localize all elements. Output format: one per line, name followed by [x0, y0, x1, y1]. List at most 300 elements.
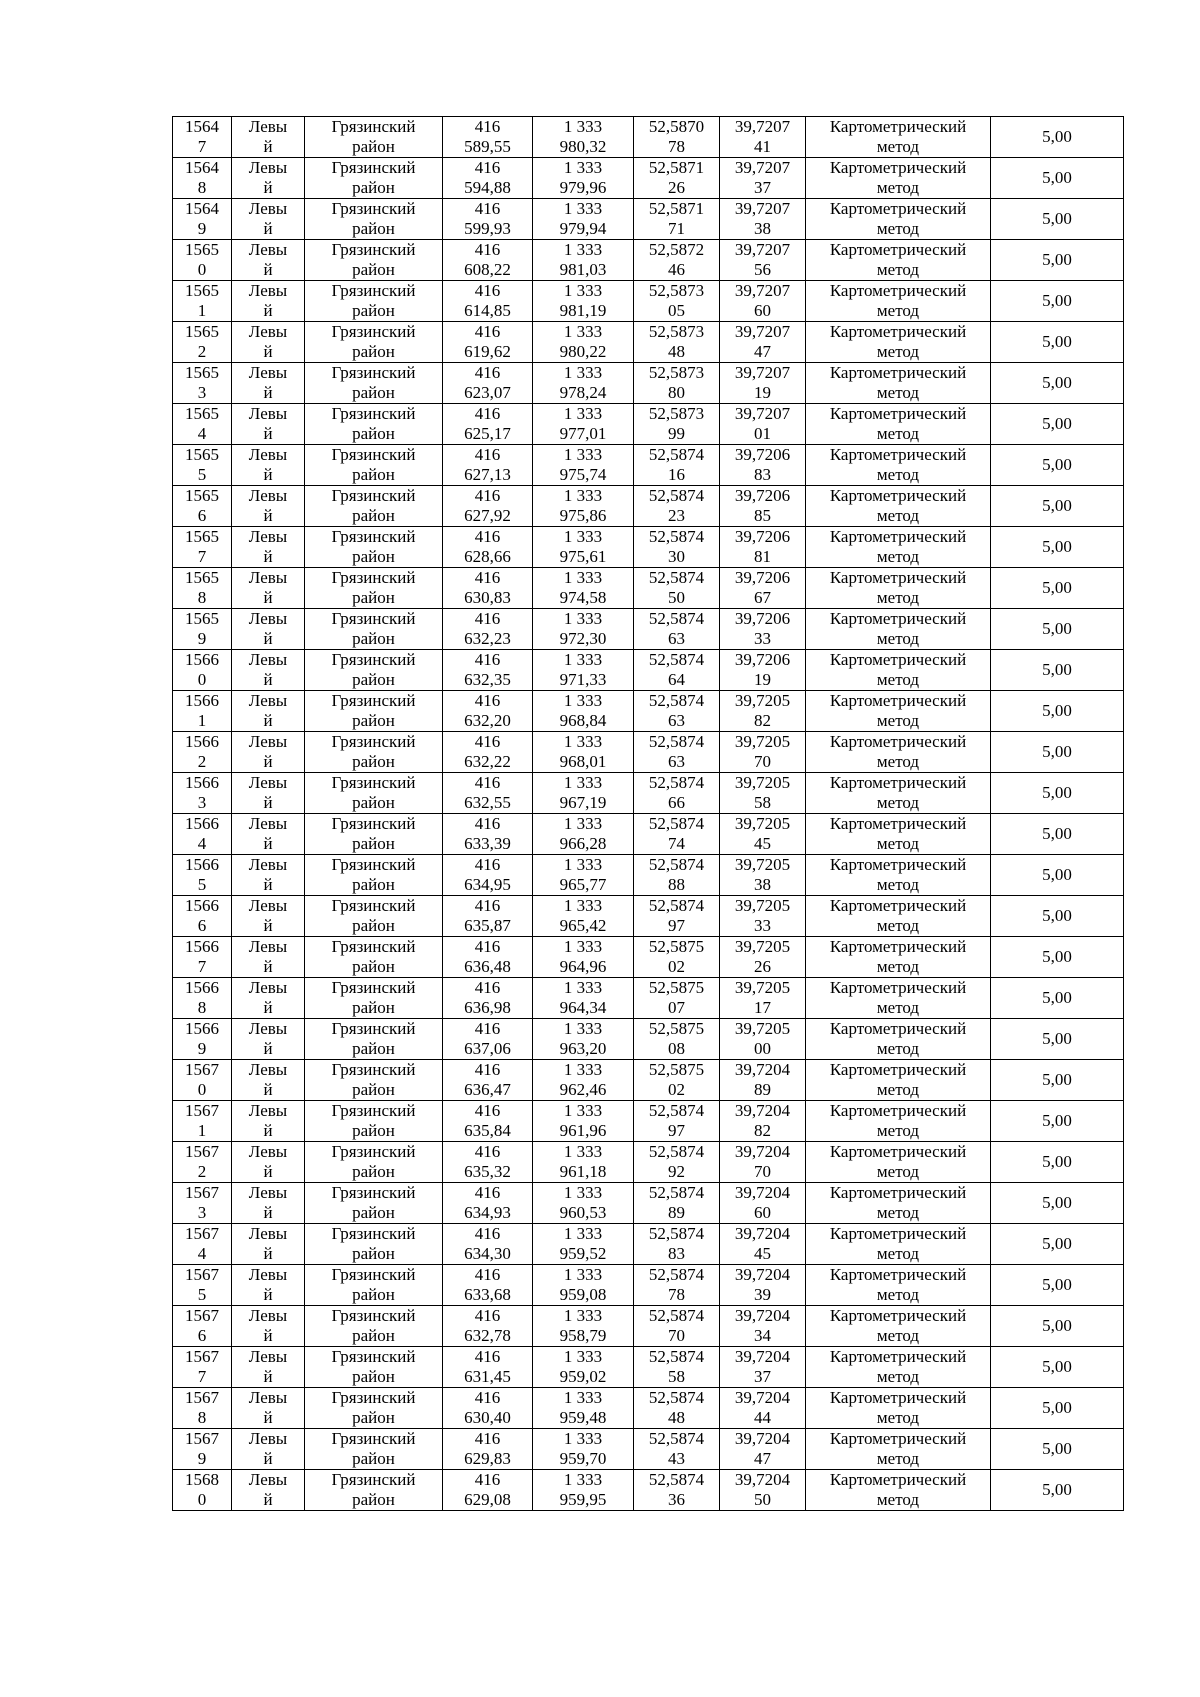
- x-coordinate-cell-line-2: 634,95: [464, 875, 511, 894]
- longitude-cell-line-2: 47: [754, 1449, 771, 1468]
- district-cell-line-2: район: [352, 1039, 395, 1058]
- longitude-cell: [720, 691, 806, 732]
- bank-side-cell-line-2: й: [263, 1326, 273, 1345]
- method-cell-line-1: Картометрический: [829, 1019, 967, 1038]
- x-coordinate-cell: [443, 240, 533, 281]
- point-number-cell: [173, 1429, 232, 1470]
- latitude-cell-line-2: 23: [668, 506, 685, 525]
- point-number-cell-line-1: 1567: [185, 1306, 219, 1325]
- x-coordinate-cell-line-2: 631,45: [464, 1367, 511, 1386]
- latitude-cell-line-1: 52,5874: [648, 1429, 705, 1448]
- district-cell: [305, 527, 443, 568]
- x-coordinate-cell-line-1: 416: [474, 404, 501, 423]
- bank-side-cell-line-2: й: [263, 1203, 273, 1222]
- bank-side-cell-line-2: й: [263, 998, 273, 1017]
- x-coordinate-cell-line-1: 416: [474, 1470, 501, 1489]
- method-cell: [806, 240, 991, 281]
- y-coordinate-cell-line-1: 1 333: [563, 855, 603, 874]
- point-number-cell-line-1: 1565: [185, 527, 219, 546]
- bank-side-cell-line-2: й: [263, 1162, 273, 1181]
- accuracy-cell: 5,00: [991, 896, 1124, 937]
- longitude-cell-line-1: 39,7204: [734, 1224, 791, 1243]
- method-cell-line-2: метод: [876, 1244, 920, 1263]
- district-cell: [305, 1388, 443, 1429]
- y-coordinate-cell-line-1: 1 333: [563, 1265, 603, 1284]
- accuracy-cell: 5,00: [991, 609, 1124, 650]
- point-number-cell-line-1: 1566: [185, 1019, 219, 1038]
- point-number-cell-line-2: 1: [197, 1121, 207, 1140]
- method-cell: [806, 568, 991, 609]
- district-cell: [305, 1470, 443, 1511]
- latitude-cell-line-2: 05: [668, 301, 685, 320]
- y-coordinate-cell-line-1: 1 333: [563, 158, 603, 177]
- point-number-cell: [173, 199, 232, 240]
- method-cell-line-1: Картометрический: [829, 1224, 967, 1243]
- method-cell-line-1: Картометрический: [829, 445, 967, 464]
- accuracy-cell: 5,00: [991, 1470, 1124, 1511]
- x-coordinate-cell: [443, 609, 533, 650]
- y-coordinate-cell: [533, 1265, 634, 1306]
- longitude-cell-line-2: 44: [754, 1408, 771, 1427]
- y-coordinate-cell-line-2: 962,46: [559, 1080, 607, 1099]
- y-coordinate-cell-line-1: 1 333: [563, 937, 603, 956]
- method-cell: [806, 1388, 991, 1429]
- point-number-cell-line-1: 1566: [185, 978, 219, 997]
- x-coordinate-cell-line-2: 630,83: [464, 588, 511, 607]
- district-cell: [305, 117, 443, 158]
- method-cell-line-1: Картометрический: [829, 855, 967, 874]
- method-cell-line-2: метод: [876, 834, 920, 853]
- latitude-cell: [634, 117, 720, 158]
- x-coordinate-cell-line-2: 635,32: [464, 1162, 511, 1181]
- point-number-cell: [173, 1470, 232, 1511]
- y-coordinate-cell-line-1: 1 333: [563, 1019, 603, 1038]
- bank-side-cell: [232, 199, 305, 240]
- method-cell-line-1: Картометрический: [829, 281, 967, 300]
- latitude-cell-line-1: 52,5874: [648, 691, 705, 710]
- x-coordinate-cell-line-2: 633,39: [464, 834, 511, 853]
- point-number-cell-line-1: 1567: [185, 1142, 219, 1161]
- y-coordinate-cell-line-1: 1 333: [563, 1470, 603, 1489]
- latitude-cell: [634, 855, 720, 896]
- accuracy-cell: 5,00: [991, 281, 1124, 322]
- x-coordinate-cell: [443, 1470, 533, 1511]
- longitude-cell-line-1: 39,7207: [734, 322, 791, 341]
- district-cell-line-2: район: [352, 260, 395, 279]
- latitude-cell: [634, 1265, 720, 1306]
- y-coordinate-cell-line-1: 1 333: [563, 814, 603, 833]
- district-cell: [305, 691, 443, 732]
- accuracy-cell: 5,00: [991, 1306, 1124, 1347]
- longitude-cell-line-2: 89: [754, 1080, 771, 1099]
- x-coordinate-cell: [443, 896, 533, 937]
- y-coordinate-cell: [533, 1183, 634, 1224]
- latitude-cell-line-1: 52,5875: [648, 1019, 705, 1038]
- longitude-cell: [720, 199, 806, 240]
- point-number-cell: [173, 445, 232, 486]
- district-cell: [305, 363, 443, 404]
- district-cell-line-2: район: [352, 1490, 395, 1509]
- x-coordinate-cell-line-1: 416: [474, 568, 501, 587]
- y-coordinate-cell: [533, 117, 634, 158]
- y-coordinate-cell-line-2: 967,19: [559, 793, 607, 812]
- point-number-cell-line-2: 0: [197, 1080, 207, 1099]
- latitude-cell-line-1: 52,5874: [648, 650, 705, 669]
- accuracy-cell: 5,00: [991, 445, 1124, 486]
- latitude-cell-line-1: 52,5874: [648, 1142, 705, 1161]
- bank-side-cell: [232, 363, 305, 404]
- method-cell-line-2: метод: [876, 137, 920, 156]
- bank-side-cell-line-2: й: [263, 793, 273, 812]
- district-cell: [305, 404, 443, 445]
- district-cell-line-2: район: [352, 137, 395, 156]
- x-coordinate-cell-line-2: 632,55: [464, 793, 511, 812]
- y-coordinate-cell: [533, 363, 634, 404]
- point-number-cell: [173, 609, 232, 650]
- latitude-cell-line-2: 63: [668, 752, 685, 771]
- bank-side-cell-line-1: Левы: [248, 978, 288, 997]
- x-coordinate-cell: [443, 1265, 533, 1306]
- longitude-cell: [720, 240, 806, 281]
- bank-side-cell: [232, 1224, 305, 1265]
- longitude-cell-line-1: 39,7206: [734, 650, 791, 669]
- bank-side-cell: [232, 732, 305, 773]
- point-number-cell-line-1: 1565: [185, 322, 219, 341]
- point-number-cell-line-1: 1568: [185, 1470, 219, 1489]
- latitude-cell: [634, 445, 720, 486]
- y-coordinate-cell-line-1: 1 333: [563, 1142, 603, 1161]
- table-row: [173, 117, 1124, 158]
- accuracy-cell: 5,00: [991, 158, 1124, 199]
- point-number-cell: [173, 322, 232, 363]
- longitude-cell-line-2: 85: [754, 506, 771, 525]
- longitude-cell-line-1: 39,7207: [734, 404, 791, 423]
- y-coordinate-cell-line-1: 1 333: [563, 650, 603, 669]
- table-row: [173, 691, 1124, 732]
- x-coordinate-cell-line-2: 632,20: [464, 711, 511, 730]
- longitude-cell-line-2: 38: [754, 875, 771, 894]
- point-number-cell: [173, 1183, 232, 1224]
- method-cell-line-1: Картометрический: [829, 937, 967, 956]
- y-coordinate-cell-line-1: 1 333: [563, 773, 603, 792]
- latitude-cell: [634, 1306, 720, 1347]
- accuracy-cell: 5,00: [991, 732, 1124, 773]
- longitude-cell: [720, 773, 806, 814]
- district-cell-line-2: район: [352, 465, 395, 484]
- point-number-cell-line-1: 1567: [185, 1224, 219, 1243]
- longitude-cell-line-2: 60: [754, 301, 771, 320]
- district-cell-line-1: Грязинский: [331, 1060, 416, 1079]
- district-cell-line-1: Грязинский: [331, 1019, 416, 1038]
- x-coordinate-cell-line-1: 416: [474, 363, 501, 382]
- x-coordinate-cell-line-2: 627,92: [464, 506, 511, 525]
- y-coordinate-cell-line-2: 961,96: [559, 1121, 607, 1140]
- table-row: [173, 609, 1124, 650]
- bank-side-cell: [232, 1347, 305, 1388]
- x-coordinate-cell: [443, 281, 533, 322]
- y-coordinate-cell: [533, 896, 634, 937]
- point-number-cell-line-1: 1565: [185, 486, 219, 505]
- accuracy-cell: 5,00: [991, 691, 1124, 732]
- y-coordinate-cell-line-1: 1 333: [563, 240, 603, 259]
- latitude-cell-line-2: 30: [668, 547, 685, 566]
- accuracy-cell: 5,00: [991, 363, 1124, 404]
- district-cell-line-2: район: [352, 711, 395, 730]
- point-number-cell-line-1: 1567: [185, 1101, 219, 1120]
- method-cell-line-1: Картометрический: [829, 568, 967, 587]
- district-cell-line-1: Грязинский: [331, 404, 416, 423]
- y-coordinate-cell: [533, 445, 634, 486]
- bank-side-cell-line-2: й: [263, 383, 273, 402]
- y-coordinate-cell-line-1: 1 333: [563, 1306, 603, 1325]
- latitude-cell-line-1: 52,5873: [648, 322, 705, 341]
- x-coordinate-cell-line-1: 416: [474, 527, 501, 546]
- accuracy-cell: 5,00: [991, 568, 1124, 609]
- longitude-cell: [720, 1470, 806, 1511]
- district-cell-line-2: район: [352, 629, 395, 648]
- longitude-cell: [720, 486, 806, 527]
- latitude-cell-line-2: 63: [668, 711, 685, 730]
- bank-side-cell-line-1: Левы: [248, 937, 288, 956]
- district-cell-line-1: Грязинский: [331, 445, 416, 464]
- longitude-cell: [720, 814, 806, 855]
- latitude-cell-line-1: 52,5874: [648, 896, 705, 915]
- district-cell: [305, 1019, 443, 1060]
- district-cell: [305, 896, 443, 937]
- bank-side-cell-line-1: Левы: [248, 486, 288, 505]
- table-row: [173, 937, 1124, 978]
- method-cell-line-1: Картометрический: [829, 773, 967, 792]
- latitude-cell-line-2: 08: [668, 1039, 685, 1058]
- method-cell-line-1: Картометрический: [829, 486, 967, 505]
- longitude-cell-line-1: 39,7207: [734, 199, 791, 218]
- x-coordinate-cell-line-2: 635,84: [464, 1121, 511, 1140]
- x-coordinate-cell-line-2: 636,98: [464, 998, 511, 1017]
- method-cell-line-2: метод: [876, 1408, 920, 1427]
- method-cell: [806, 1306, 991, 1347]
- bank-side-cell-line-1: Левы: [248, 855, 288, 874]
- district-cell-line-2: район: [352, 957, 395, 976]
- x-coordinate-cell-line-1: 416: [474, 486, 501, 505]
- method-cell-line-1: Картометрический: [829, 117, 967, 136]
- latitude-cell-line-1: 52,5871: [648, 158, 705, 177]
- x-coordinate-cell: [443, 691, 533, 732]
- x-coordinate-cell-line-1: 416: [474, 1265, 501, 1284]
- longitude-cell-line-1: 39,7206: [734, 445, 791, 464]
- latitude-cell-line-2: 02: [668, 1080, 685, 1099]
- x-coordinate-cell-line-1: 416: [474, 1429, 501, 1448]
- point-number-cell-line-1: 1567: [185, 1183, 219, 1202]
- latitude-cell-line-1: 52,5874: [648, 445, 705, 464]
- x-coordinate-cell-line-1: 416: [474, 1101, 501, 1120]
- district-cell-line-1: Грязинский: [331, 1142, 416, 1161]
- point-number-cell: [173, 158, 232, 199]
- latitude-cell-line-2: 66: [668, 793, 685, 812]
- district-cell-line-1: Грязинский: [331, 322, 416, 341]
- district-cell-line-2: район: [352, 875, 395, 894]
- latitude-cell-line-2: 99: [668, 424, 685, 443]
- longitude-cell-line-2: 19: [754, 670, 771, 689]
- method-cell-line-1: Картометрический: [829, 158, 967, 177]
- point-number-cell-line-1: 1564: [185, 158, 219, 177]
- point-number-cell-line-2: 7: [197, 957, 207, 976]
- bank-side-cell-line-2: й: [263, 1449, 273, 1468]
- district-cell: [305, 322, 443, 363]
- y-coordinate-cell-line-2: 980,32: [559, 137, 607, 156]
- longitude-cell: [720, 527, 806, 568]
- latitude-cell: [634, 527, 720, 568]
- table-row: [173, 486, 1124, 527]
- y-coordinate-cell: [533, 1101, 634, 1142]
- y-coordinate-cell-line-1: 1 333: [563, 1101, 603, 1120]
- point-number-cell-line-1: 1566: [185, 896, 219, 915]
- method-cell: [806, 732, 991, 773]
- y-coordinate-cell: [533, 609, 634, 650]
- method-cell-line-1: Картометрический: [829, 199, 967, 218]
- x-coordinate-cell-line-1: 416: [474, 896, 501, 915]
- y-coordinate-cell: [533, 1388, 634, 1429]
- x-coordinate-cell: [443, 527, 533, 568]
- point-number-cell-line-2: 2: [197, 342, 207, 361]
- x-coordinate-cell: [443, 1347, 533, 1388]
- method-cell-line-2: метод: [876, 424, 920, 443]
- point-number-cell: [173, 1019, 232, 1060]
- longitude-cell: [720, 363, 806, 404]
- bank-side-cell: [232, 978, 305, 1019]
- method-cell: [806, 117, 991, 158]
- x-coordinate-cell-line-1: 416: [474, 1347, 501, 1366]
- method-cell: [806, 1183, 991, 1224]
- point-number-cell-line-2: 2: [197, 1162, 207, 1181]
- method-cell-line-1: Картометрический: [829, 1306, 967, 1325]
- latitude-cell: [634, 1470, 720, 1511]
- y-coordinate-cell: [533, 1470, 634, 1511]
- latitude-cell-line-2: 74: [668, 834, 685, 853]
- longitude-cell: [720, 117, 806, 158]
- bank-side-cell: [232, 609, 305, 650]
- accuracy-cell: 5,00: [991, 1265, 1124, 1306]
- district-cell: [305, 978, 443, 1019]
- table-row: [173, 199, 1124, 240]
- longitude-cell-line-1: 39,7207: [734, 363, 791, 382]
- y-coordinate-cell-line-2: 977,01: [559, 424, 607, 443]
- longitude-cell-line-2: 39: [754, 1285, 771, 1304]
- point-number-cell-line-1: 1564: [185, 117, 219, 136]
- bank-side-cell: [232, 1142, 305, 1183]
- method-cell: [806, 1470, 991, 1511]
- x-coordinate-cell: [443, 568, 533, 609]
- longitude-cell-line-2: 82: [754, 1121, 771, 1140]
- district-cell-line-2: район: [352, 834, 395, 853]
- district-cell-line-2: район: [352, 424, 395, 443]
- point-number-cell-line-2: 0: [197, 260, 207, 279]
- method-cell-line-2: метод: [876, 752, 920, 771]
- method-cell: [806, 814, 991, 855]
- latitude-cell-line-1: 52,5874: [648, 1101, 705, 1120]
- longitude-cell-line-1: 39,7204: [734, 1306, 791, 1325]
- method-cell: [806, 1060, 991, 1101]
- point-number-cell-line-2: 1: [197, 301, 207, 320]
- longitude-cell: [720, 1388, 806, 1429]
- point-number-cell: [173, 568, 232, 609]
- point-number-cell-line-2: 9: [197, 1039, 207, 1058]
- x-coordinate-cell-line-2: 637,06: [464, 1039, 511, 1058]
- method-cell-line-1: Картометрический: [829, 1060, 967, 1079]
- method-cell-line-2: метод: [876, 1285, 920, 1304]
- x-coordinate-cell: [443, 814, 533, 855]
- district-cell-line-1: Грязинский: [331, 691, 416, 710]
- x-coordinate-cell-line-2: 629,08: [464, 1490, 511, 1509]
- longitude-cell-line-2: 83: [754, 465, 771, 484]
- method-cell-line-2: метод: [876, 1039, 920, 1058]
- longitude-cell: [720, 1265, 806, 1306]
- bank-side-cell-line-1: Левы: [248, 773, 288, 792]
- point-number-cell-line-2: 9: [197, 1449, 207, 1468]
- latitude-cell-line-1: 52,5874: [648, 1183, 705, 1202]
- accuracy-cell: 5,00: [991, 978, 1124, 1019]
- district-cell-line-1: Грязинский: [331, 814, 416, 833]
- point-number-cell-line-2: 3: [197, 383, 207, 402]
- x-coordinate-cell-line-2: 625,17: [464, 424, 511, 443]
- bank-side-cell-line-1: Левы: [248, 1347, 288, 1366]
- bank-side-cell-line-2: й: [263, 1121, 273, 1140]
- y-coordinate-cell-line-2: 958,79: [559, 1326, 607, 1345]
- district-cell: [305, 199, 443, 240]
- bank-side-cell-line-1: Левы: [248, 896, 288, 915]
- bank-side-cell-line-2: й: [263, 301, 273, 320]
- method-cell: [806, 937, 991, 978]
- bank-side-cell: [232, 527, 305, 568]
- x-coordinate-cell: [443, 773, 533, 814]
- bank-side-cell: [232, 1429, 305, 1470]
- bank-side-cell: [232, 650, 305, 691]
- latitude-cell-line-1: 52,5874: [648, 773, 705, 792]
- y-coordinate-cell-line-2: 975,74: [559, 465, 607, 484]
- latitude-cell-line-1: 52,5874: [648, 732, 705, 751]
- latitude-cell: [634, 650, 720, 691]
- district-cell-line-1: Грязинский: [331, 896, 416, 915]
- x-coordinate-cell: [443, 1142, 533, 1183]
- method-cell-line-2: метод: [876, 260, 920, 279]
- point-number-cell: [173, 732, 232, 773]
- district-cell: [305, 281, 443, 322]
- x-coordinate-cell-line-1: 416: [474, 650, 501, 669]
- method-cell: [806, 1429, 991, 1470]
- longitude-cell: [720, 855, 806, 896]
- table-row: [173, 1019, 1124, 1060]
- method-cell: [806, 650, 991, 691]
- method-cell: [806, 1265, 991, 1306]
- longitude-cell-line-2: 19: [754, 383, 771, 402]
- latitude-cell-line-2: 02: [668, 957, 685, 976]
- point-number-cell-line-1: 1566: [185, 773, 219, 792]
- district-cell: [305, 445, 443, 486]
- district-cell: [305, 937, 443, 978]
- point-number-cell-line-1: 1565: [185, 404, 219, 423]
- point-number-cell-line-2: 3: [197, 793, 207, 812]
- y-coordinate-cell-line-1: 1 333: [563, 1388, 603, 1407]
- method-cell-line-1: Картометрический: [829, 1265, 967, 1284]
- bank-side-cell-line-2: й: [263, 424, 273, 443]
- x-coordinate-cell-line-2: 635,87: [464, 916, 511, 935]
- accuracy-cell: 5,00: [991, 937, 1124, 978]
- y-coordinate-cell-line-2: 979,94: [559, 219, 607, 238]
- y-coordinate-cell-line-2: 971,33: [559, 670, 607, 689]
- latitude-cell: [634, 814, 720, 855]
- x-coordinate-cell-line-2: 636,48: [464, 957, 511, 976]
- method-cell-line-1: Картометрический: [829, 1388, 967, 1407]
- method-cell-line-2: метод: [876, 916, 920, 935]
